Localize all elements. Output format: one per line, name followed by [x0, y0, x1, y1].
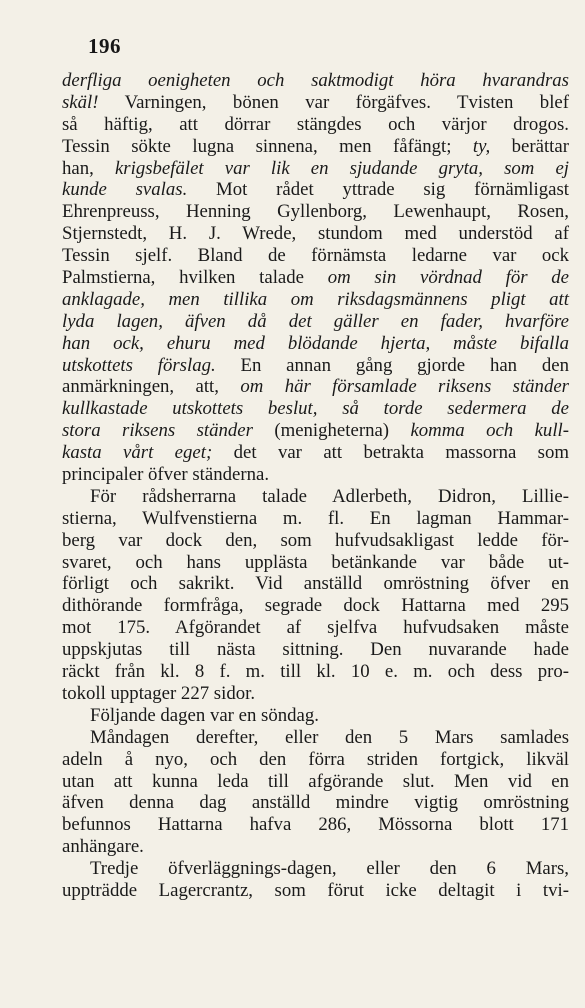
text-segment: befunnos Hattarna hafva 286, Mössorna blott 171 — [62, 814, 569, 836]
text-line — [62, 683, 569, 705]
text-segment: berg var dock den, som hufvudsakligast ledde för- — [62, 529, 569, 551]
italic-text: kullkastade utskottets beslut, så torde sedermera de — [62, 398, 569, 420]
text-segment: Mot rådet yttrade sig förnämligast — [187, 179, 569, 201]
text-line — [62, 639, 569, 661]
text-line — [62, 355, 569, 377]
text-segment: Tessin sökte lugna sinnena, men fåfängt; — [62, 135, 473, 157]
text-segment: Tredje öfverläggnings-dagen, eller den 6 Mars, — [90, 858, 569, 880]
text-segment: stierna, Wulfvenstierna m. fl. En lagman Hammar- — [62, 507, 569, 529]
text-line — [62, 420, 569, 442]
text-line — [62, 705, 569, 727]
text-line — [62, 836, 569, 858]
text-line — [62, 201, 569, 223]
italic-text: krigsbefälet var lik en sjudande gryta, som ej — [114, 157, 570, 179]
text-line — [62, 573, 569, 595]
italic-text: kasta vårt eget; — [62, 442, 213, 464]
text-line — [62, 858, 569, 880]
text-segment: adeln å nyo, och den förra striden fortgick, likväl — [62, 748, 569, 770]
text-line — [62, 333, 569, 355]
italic-text: om här församlade riksens ständer — [240, 376, 569, 398]
text-segment: dithörande formfråga, segrade dock Hattarna med 295 — [62, 595, 569, 617]
text-segment: anhängare. — [62, 836, 144, 858]
text-segment: En annan gång gjorde han den — [215, 354, 569, 376]
text-line — [62, 595, 569, 617]
text-segment: (menigheterna) — [252, 420, 411, 442]
text-line — [62, 486, 569, 508]
body-text — [62, 70, 569, 902]
text-line — [62, 398, 569, 420]
text-line — [62, 464, 569, 486]
text-line — [62, 880, 569, 902]
text-line — [62, 508, 569, 530]
italic-text: komma och kull- — [410, 420, 570, 442]
text-line — [62, 136, 569, 158]
text-segment: tokoll upptager 227 sidor. — [62, 682, 256, 704]
text-line — [62, 114, 569, 136]
text-segment: principaler öfver ständerna. — [62, 464, 270, 486]
text-segment: Varningen, bönen var förgäfves. Tvisten blef — [98, 91, 569, 113]
text-segment: Måndagen derefter, eller den 5 Mars samlades — [90, 726, 569, 748]
italic-text: skäl! — [62, 91, 99, 113]
text-segment: Tessin sjelf. Bland de förnämsta ledarne var ock — [62, 245, 569, 267]
text-line — [62, 814, 569, 836]
text-line — [62, 245, 569, 267]
text-segment: Palmstierna, hvilken talade — [62, 267, 328, 289]
text-segment: Följande dagen var en söndag. — [90, 704, 319, 726]
text-line — [62, 792, 569, 814]
page-number: 196 — [88, 34, 121, 58]
text-segment: berättar — [490, 135, 569, 157]
text-segment: förligt och sakrikt. Vid anställd omröstning öfver en — [62, 573, 569, 595]
text-line — [62, 267, 569, 289]
text-line — [62, 771, 569, 793]
italic-text: anklagade, men tillika om riksdagsmännens pligt att — [62, 288, 569, 310]
italic-text: stora riksens ständer — [62, 420, 253, 442]
text-segment: äfven denna dag anställd mindre vigtig omröstning — [62, 792, 569, 814]
italic-text: han ock, ehuru med blödande hjerta, måste bifalla — [62, 332, 569, 354]
text-line — [62, 223, 569, 245]
text-line — [62, 179, 569, 201]
italic-text: ty, — [472, 135, 491, 157]
text-segment: det var att betrakta massorna som — [212, 442, 569, 464]
text-segment: utan att kunna leda till afgörande slut. Men vid en — [62, 770, 569, 792]
italic-text: kunde svalas. — [62, 179, 188, 201]
text-segment: Stjernstedt, H. J. Wrede, stundom med understöd af — [62, 223, 569, 245]
text-line — [62, 617, 569, 639]
text-line — [62, 749, 569, 771]
italic-text: lyda lagen, äfven då det gäller en fader, hvarföre — [62, 310, 569, 332]
text-segment: räckt från kl. 8 f. m. till kl. 10 e. m. och dess pro- — [62, 661, 569, 683]
text-segment: uppträdde Lagercrantz, som förut icke deltagit i tvi- — [62, 879, 569, 901]
text-line — [62, 70, 569, 92]
italic-text: utskottets förslag. — [62, 354, 216, 376]
text-line — [62, 311, 569, 333]
italic-text: derfliga oenigheten och saktmodigt höra hvarandras — [62, 70, 569, 91]
text-line — [62, 376, 569, 398]
text-line — [62, 727, 569, 749]
text-segment: Ehrenpreuss, Henning Gyllenborg, Lewenhaupt, Rosen, — [62, 201, 569, 223]
text-segment: uppskjutas till nästa sittning. Den nuvarande hade — [62, 639, 569, 661]
text-line — [62, 92, 569, 114]
text-line — [62, 661, 569, 683]
text-line — [62, 289, 569, 311]
text-segment: anmärkningen, att, — [62, 376, 241, 398]
text-segment: svaret, och hans upplästa betänkande var både ut- — [62, 551, 569, 573]
text-line — [62, 158, 569, 180]
text-segment: så häftig, att dörrar stängdes och värjor drogos. — [62, 113, 569, 135]
text-segment: För rådsherrarna talade Adlerbeth, Didron, Lillie- — [90, 485, 569, 507]
italic-text: om sin vördnad för de — [327, 267, 569, 289]
text-line — [62, 552, 569, 574]
text-line — [62, 442, 569, 464]
text-segment: mot 175. Afgörandet af sjelfva hufvudsaken måste — [62, 617, 569, 639]
text-line — [62, 530, 569, 552]
text-segment: han, — [62, 157, 115, 179]
